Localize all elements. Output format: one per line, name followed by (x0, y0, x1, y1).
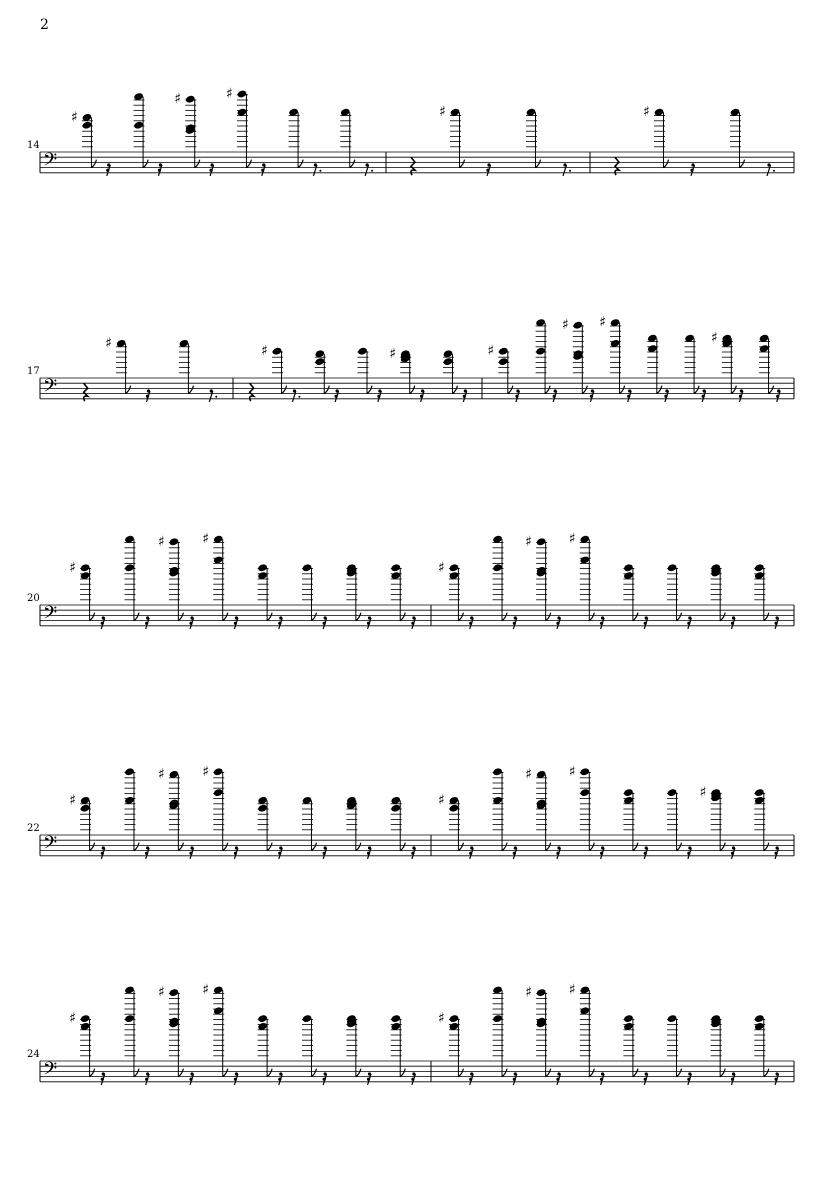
note-flag (367, 386, 372, 394)
sharp-icon: ♯ (157, 766, 165, 783)
rest-dot-lower (189, 852, 192, 855)
sharp-icon: ♯ (157, 533, 165, 550)
rest-dot-lower (463, 395, 466, 398)
note-flag (458, 1069, 463, 1077)
notehead (257, 804, 268, 813)
rest-dot-lower (234, 852, 237, 855)
note-flag (620, 386, 625, 394)
note-flag (311, 1069, 316, 1077)
rest-dot-lower (101, 852, 104, 855)
note-flag (188, 386, 193, 394)
note-flag (502, 1069, 507, 1077)
sharp-icon: ♯ (599, 314, 606, 331)
note-flag (267, 843, 272, 851)
rest-dot-lower (145, 852, 148, 855)
note-flag (324, 386, 329, 394)
rest-dot-lower (469, 1078, 472, 1081)
sharp-icon: ♯ (105, 335, 112, 352)
note-flag (633, 1069, 638, 1077)
notehead (535, 347, 546, 356)
rest-dot-lower (411, 852, 414, 855)
note-flag (769, 386, 774, 394)
rest-dot-lower (687, 622, 690, 625)
note-flag (134, 613, 139, 621)
notehead (257, 563, 268, 572)
note-flag (546, 1069, 551, 1077)
sharp-icon: ♯ (69, 792, 76, 809)
notehead (623, 563, 634, 572)
note-flag (223, 1069, 228, 1077)
measure-number-system-3: 20 (27, 593, 40, 604)
rest-dot-lower (553, 395, 556, 398)
rest-dot-lower (323, 852, 326, 855)
note-flag (460, 160, 465, 168)
note-flag (582, 386, 587, 394)
rest-dot-lower (420, 395, 423, 398)
note-flag (143, 160, 148, 168)
notehead (185, 95, 196, 104)
sharp-icon: ♯ (261, 343, 268, 360)
rest-dot-lower (515, 395, 518, 398)
rest-dot-lower (377, 395, 380, 398)
sharp-icon: ♯ (699, 784, 707, 801)
sharp-icon: ♯ (69, 559, 76, 576)
rest-stroke (313, 165, 317, 176)
rest-dot-lower (146, 395, 149, 398)
note-flag (633, 843, 638, 851)
notehead (579, 767, 590, 776)
note-flag (246, 160, 251, 168)
notehead (449, 563, 460, 572)
notehead (754, 1014, 765, 1023)
rest-dot-lower (731, 1078, 734, 1081)
note-flag (633, 613, 638, 621)
note-flag (536, 160, 541, 168)
note-flag (356, 843, 361, 851)
sharp-icon: ♯ (69, 1010, 76, 1027)
notehead (443, 357, 454, 366)
notehead (80, 563, 91, 572)
note-flag (589, 1069, 594, 1077)
note-flag (458, 613, 463, 621)
note-flag (356, 1069, 361, 1077)
rest-dot-lower (278, 852, 281, 855)
rest-stroke (209, 391, 213, 402)
rest-dot-lower (234, 622, 237, 625)
rest-dot-lower (774, 622, 777, 625)
note-flag (90, 843, 95, 851)
notehead (667, 563, 678, 572)
note-flag (356, 613, 361, 621)
note-flag (694, 386, 699, 394)
note-flag (410, 386, 415, 394)
notehead (754, 563, 765, 572)
bass-clef-icon: 𝄢 (43, 603, 58, 628)
rest-dot-lower (323, 1078, 326, 1081)
measure-number-system-1: 14 (27, 140, 40, 151)
note-flag (90, 1069, 95, 1077)
notehead (623, 788, 634, 797)
sharp-icon: ♯ (225, 86, 233, 102)
rest-dot-lower (600, 1078, 603, 1081)
sharp-icon: ♯ (202, 531, 209, 548)
rest-dot-lower (776, 395, 779, 398)
note-flag (508, 386, 513, 394)
notehead (667, 1014, 678, 1023)
rest-dot-lower (774, 852, 777, 855)
sharp-icon: ♯ (202, 982, 209, 998)
notehead (169, 537, 180, 546)
rest-dot-lower (486, 169, 489, 172)
sharp-icon: ♯ (202, 763, 209, 780)
notehead (492, 767, 503, 776)
rest-dot-lower (145, 622, 148, 625)
note-flag (178, 613, 183, 621)
rest-dot-lower (367, 852, 370, 855)
measure-number-system-2: 17 (27, 366, 40, 377)
notehead (357, 347, 368, 356)
bass-clef-icon: 𝄢 (43, 833, 58, 858)
notehead (449, 804, 460, 813)
notehead (536, 988, 547, 997)
rest-dot-lower (774, 1078, 777, 1081)
sharp-icon: ♯ (439, 104, 446, 121)
note-flag (546, 613, 551, 621)
note-flag (764, 843, 769, 851)
rest-dot-lower (101, 622, 104, 625)
notehead (302, 1014, 313, 1023)
note-flag (677, 843, 682, 851)
notehead (498, 357, 509, 366)
note-flag (178, 1069, 183, 1077)
note-flag (400, 613, 405, 621)
rest-dot-lower (600, 622, 603, 625)
notehead (272, 347, 283, 356)
augmentation-dot (215, 396, 217, 398)
note-flag (740, 160, 745, 168)
notehead (124, 1014, 135, 1023)
note-flag (720, 613, 725, 621)
sharp-icon: ♯ (568, 763, 576, 780)
notehead (492, 1014, 503, 1023)
note-flag (223, 843, 228, 851)
page-number: 2 (40, 17, 49, 33)
rest-stroke (563, 165, 567, 176)
note-flag (589, 843, 594, 851)
notehead (82, 121, 93, 130)
rest-dot-lower (278, 1078, 281, 1081)
rest-dot-lower (189, 1078, 192, 1081)
rest-dot-lower (690, 169, 693, 172)
rest-dot-lower (513, 622, 516, 625)
sharp-icon: ♯ (437, 1010, 445, 1027)
notehead (498, 347, 509, 356)
rest-dot-lower (731, 852, 734, 855)
note-flag (764, 1069, 769, 1077)
notehead (390, 1014, 401, 1023)
notehead (169, 988, 180, 997)
rest-dot-lower (145, 1078, 148, 1081)
sharp-icon: ♯ (487, 343, 495, 360)
note-flag (546, 843, 551, 851)
notehead (124, 767, 135, 776)
rest-dot-lower (367, 622, 370, 625)
notehead (667, 788, 678, 797)
rest-dot-lower (590, 395, 593, 398)
note-flag (282, 386, 287, 394)
sharp-icon: ♯ (437, 559, 445, 576)
rest-dot-lower (664, 395, 667, 398)
note-flag (731, 386, 736, 394)
notehead (754, 788, 765, 797)
rest-dot-lower (234, 1078, 237, 1081)
notehead (213, 788, 224, 797)
rest-dot-lower (411, 622, 414, 625)
note-flag (134, 843, 139, 851)
rest-stroke (292, 391, 296, 402)
rest-dot-lower (335, 395, 338, 398)
notehead (390, 804, 401, 813)
rest-dot-lower (411, 1078, 414, 1081)
note-flag (502, 613, 507, 621)
sharp-icon: ♯ (525, 533, 532, 550)
measure-number-system-5: 24 (27, 1049, 40, 1060)
note-flag (267, 1069, 272, 1077)
augmentation-dot (569, 170, 571, 172)
note-flag (91, 160, 96, 168)
note-flag (502, 843, 507, 851)
augmentation-dot (773, 170, 775, 172)
augmentation-dot (298, 396, 300, 398)
rest-dot-lower (702, 395, 705, 398)
notehead (314, 357, 325, 366)
rest-dot-lower (158, 169, 161, 172)
bass-clef-icon: 𝄢 (43, 1059, 58, 1084)
notehead (390, 563, 401, 572)
note-flag (195, 160, 200, 168)
sharp-icon: ♯ (561, 317, 569, 334)
note-flag (720, 1069, 725, 1077)
rest-dot-lower (469, 622, 472, 625)
note-flag (657, 386, 662, 394)
note-flag (134, 1069, 139, 1077)
rest-dot-lower (739, 395, 742, 398)
bass-clef-icon: 𝄢 (43, 150, 58, 175)
notehead (623, 1014, 634, 1023)
note-flag (267, 613, 272, 621)
notehead (572, 321, 583, 330)
measure-number-system-4: 22 (27, 823, 40, 834)
rest-dot-lower (644, 1078, 647, 1081)
rest-dot-lower (323, 622, 326, 625)
note-flag (458, 843, 463, 851)
note-flag (311, 613, 316, 621)
notehead (579, 788, 590, 797)
notehead (237, 89, 248, 98)
note-flag (90, 613, 95, 621)
rest-dot-lower (731, 622, 734, 625)
notehead (302, 563, 313, 572)
note-flag (664, 160, 669, 168)
note-flag (311, 843, 316, 851)
rest-dot-lower (600, 852, 603, 855)
sharp-icon: ♯ (157, 984, 165, 1001)
note-flag (126, 386, 131, 394)
sharp-icon: ♯ (568, 982, 576, 998)
rest-dot-lower (189, 622, 192, 625)
notehead (492, 563, 503, 572)
rest-stroke (767, 165, 771, 176)
rest-dot-lower (687, 852, 690, 855)
notehead (133, 121, 144, 130)
rest-dot-lower (513, 852, 516, 855)
notehead (257, 1014, 268, 1023)
rest-dot-lower (687, 1078, 690, 1081)
rest-dot-lower (261, 169, 264, 172)
sharp-icon: ♯ (568, 531, 576, 548)
augmentation-dot (371, 170, 373, 172)
note-flag (720, 843, 725, 851)
note-flag (545, 386, 550, 394)
note-flag (589, 613, 594, 621)
note-flag (298, 160, 303, 168)
note-flag (764, 613, 769, 621)
note-flag (223, 613, 228, 621)
rest-dot-lower (101, 1078, 104, 1081)
rest-dot-lower (556, 622, 559, 625)
augmentation-dot (319, 170, 321, 172)
note-flag (350, 160, 355, 168)
sharp-icon: ♯ (70, 109, 78, 126)
sharp-icon: ♯ (525, 766, 532, 783)
note-flag (452, 386, 457, 394)
rest-dot-lower (278, 622, 281, 625)
rest-dot-lower (367, 1078, 370, 1081)
note-flag (677, 1069, 682, 1077)
rest-dot-lower (513, 1078, 516, 1081)
note-flag (400, 1069, 405, 1077)
bass-clef-icon: 𝄢 (43, 376, 58, 401)
sharp-icon: ♯ (710, 330, 718, 347)
notehead (536, 537, 547, 546)
rest-dot-lower (644, 852, 647, 855)
note-flag (677, 613, 682, 621)
sharp-icon: ♯ (525, 984, 532, 1001)
sharp-icon: ♯ (437, 792, 445, 809)
rest-dot-lower (556, 1078, 559, 1081)
notehead (449, 1014, 460, 1023)
sharp-icon: ♯ (174, 91, 182, 108)
sharp-icon: ♯ (643, 104, 650, 121)
sharp-icon: ♯ (389, 345, 397, 362)
notehead (80, 804, 91, 813)
notehead (124, 563, 135, 572)
rest-dot-lower (469, 852, 472, 855)
notehead (213, 767, 224, 776)
rest-dot-lower (627, 395, 630, 398)
rest-dot-lower (644, 622, 647, 625)
note-flag (178, 843, 183, 851)
rest-dot-lower (556, 852, 559, 855)
notehead (80, 1014, 91, 1023)
rest-stroke (365, 165, 369, 176)
rest-dot-lower (209, 169, 212, 172)
note-flag (400, 843, 405, 851)
rest-dot-lower (106, 169, 109, 172)
